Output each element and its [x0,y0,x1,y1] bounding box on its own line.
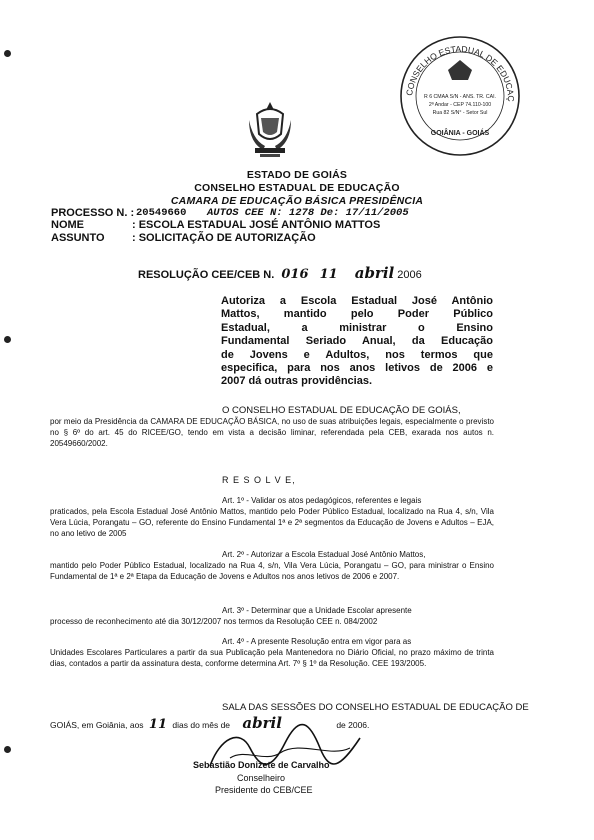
closing-month-handwritten: abril [242,714,282,732]
stamp-bottom-text: GOIÂNIA - GOIÁS [430,130,490,137]
summary-line: Autoriza a Escola Estadual José Antônio [221,295,493,307]
article-3 [50,605,494,627]
header-council: CONSELHO ESTADUAL DE EDUCAÇÃO [194,182,400,194]
summary-line: 2007 dá outras providências. [221,375,373,388]
resolve-heading: R E S O L V E, [222,475,296,485]
stamp-ring-text: CONSELHO ESTADUAL DE EDUCAÇ [404,43,517,102]
article-text: processo de reconhecimento até dia 30/12/2007 nos termos da Resolução CEE n. 084/2002 [50,617,378,626]
closing-text-mid: dias do mês de [172,720,231,730]
article-2 [50,549,494,582]
closing-lead: SALA DAS SESSÕES DO CONSELHO ESTADUAL DE EDUCAÇÃO DE [222,702,529,713]
summary-line: especifica, para nos anos letivos de 2006 e [221,362,493,375]
stamp-line-2: 2ª Andar - CEP 74.110-100 [428,102,492,108]
resolution-year: 2006 [397,269,422,281]
resolution-summary [221,295,493,389]
autos-info: AUTOS CEE N: 1278 De: 17/11/2005 [207,207,409,219]
header-state: ESTADO DE GOIÁS [246,169,348,181]
intro-lead: O CONSELHO ESTADUAL DE EDUCAÇÃO DE GOIÁS, [222,405,461,416]
article-4 [50,636,494,669]
punch-hole-middle [4,336,11,343]
punch-hole-top [4,50,11,57]
article-1 [50,495,494,539]
closing-text-post: de 2006. [336,720,370,730]
closing-day-handwritten: 11 [148,717,168,732]
resolution-month-handwritten: abril [354,264,395,282]
summary-line: Mattos, mantido pelo Poder Público [221,308,493,321]
signatory-position: Presidente do CEB/CEE [215,785,313,795]
signatory-name: Sebastião Donizete de Carvalho [193,760,330,770]
resolution-heading [138,264,422,282]
article-lead: Art. 3º - Determinar que a Unidade Escolar apresente [222,606,412,615]
resolution-day-handwritten: 11 [319,267,338,282]
summary-line: Estadual, a ministrar o Ensino [221,321,493,334]
article-lead: Art. 2º - Autorizar a Escola Estadual José Antônio Mattos, [222,550,426,559]
article-text: Unidades Escolares Particulares a partir da sua Publicação pela Mantenedora no Diário Oficial, no prazo máximo de trinta dias, contados a partir da assinatura desta, conforme determina Art. 7º § 1º da Resolução. CEE 193/2005. [50,648,494,668]
punch-hole-bottom [4,746,11,753]
article-lead: Art. 4º - A presente Resolução entra em vigor para as [222,637,412,646]
nome-label: NOME [51,219,84,231]
intro-text: por meio da Presidência da CAMARA DE EDUCAÇÃO BÁSICA, no uso de suas atribuições legais, especialmente o previsto no § 6º do art. 45 do RICEE/GO, tendo em vista a decisão liminar, referendada pela CEB, exarada nos autos n. 20549660/2002. [50,417,494,448]
summary-line: Fundamental Seriado Anual, da Educação [221,335,493,348]
closing-text-pre: GOIÁS, em Goiânia, aos [50,720,144,730]
assunto-label: ASSUNTO [51,232,105,244]
state-coat-of-arms [247,100,293,160]
school-name: : ESCOLA ESTADUAL JOSÉ ANTÔNIO MATTOS [132,219,381,231]
article-lead: Art. 1º - Validar os atos pedagógicos, referentes e legais [222,496,422,505]
summary-line: de Jovens e Adultos, nos termos que [221,348,493,361]
header-chamber: CAMARA DE EDUCAÇÃO BÁSICA PRESIDÊNCIA [170,195,424,207]
resolution-prefix: RESOLUÇÃO CEE/CEB N. [138,269,275,281]
stamp-crest-icon [448,60,472,80]
subject: : SOLICITAÇÃO DE AUTORIZAÇÃO [132,232,316,244]
article-text: praticados, pela Escola Estadual José Antônio Mattos, mantido pelo Poder Público Estadual, localizado na Rua 4, s/n, Vila Vera Lúcia, Porangatu – GO, referente do Ensino Fundamental 1ª e 2ª segmentos da Educação de Jovens e Adultos – EJA, no ano letivo de 2005 [50,507,494,538]
signatory-role: Conselheiro [237,773,286,783]
council-stamp [398,34,522,158]
stamp-line-1: R 6 CMAA S/N - ANS. TR. CAI. [424,94,496,100]
intro-paragraph [50,405,494,449]
processo-number: 20549660 [136,207,187,219]
processo-label: PROCESSO N. : [51,207,135,219]
resolution-number-handwritten: 016 [281,267,309,282]
article-text: mantido pelo Poder Público Estadual, localizado na Rua 4, s/n, Vila Vera Lúcia, Porangatu – GO, para ministrar o Ensino Fundamental de 1ª e 2ª Etapa da Educação de Jovens e Adultos nos anos letivos de 2006 e 2007. [50,561,494,581]
stamp-line-3: Rua 82 S/N° - Setor Sul [432,110,488,116]
